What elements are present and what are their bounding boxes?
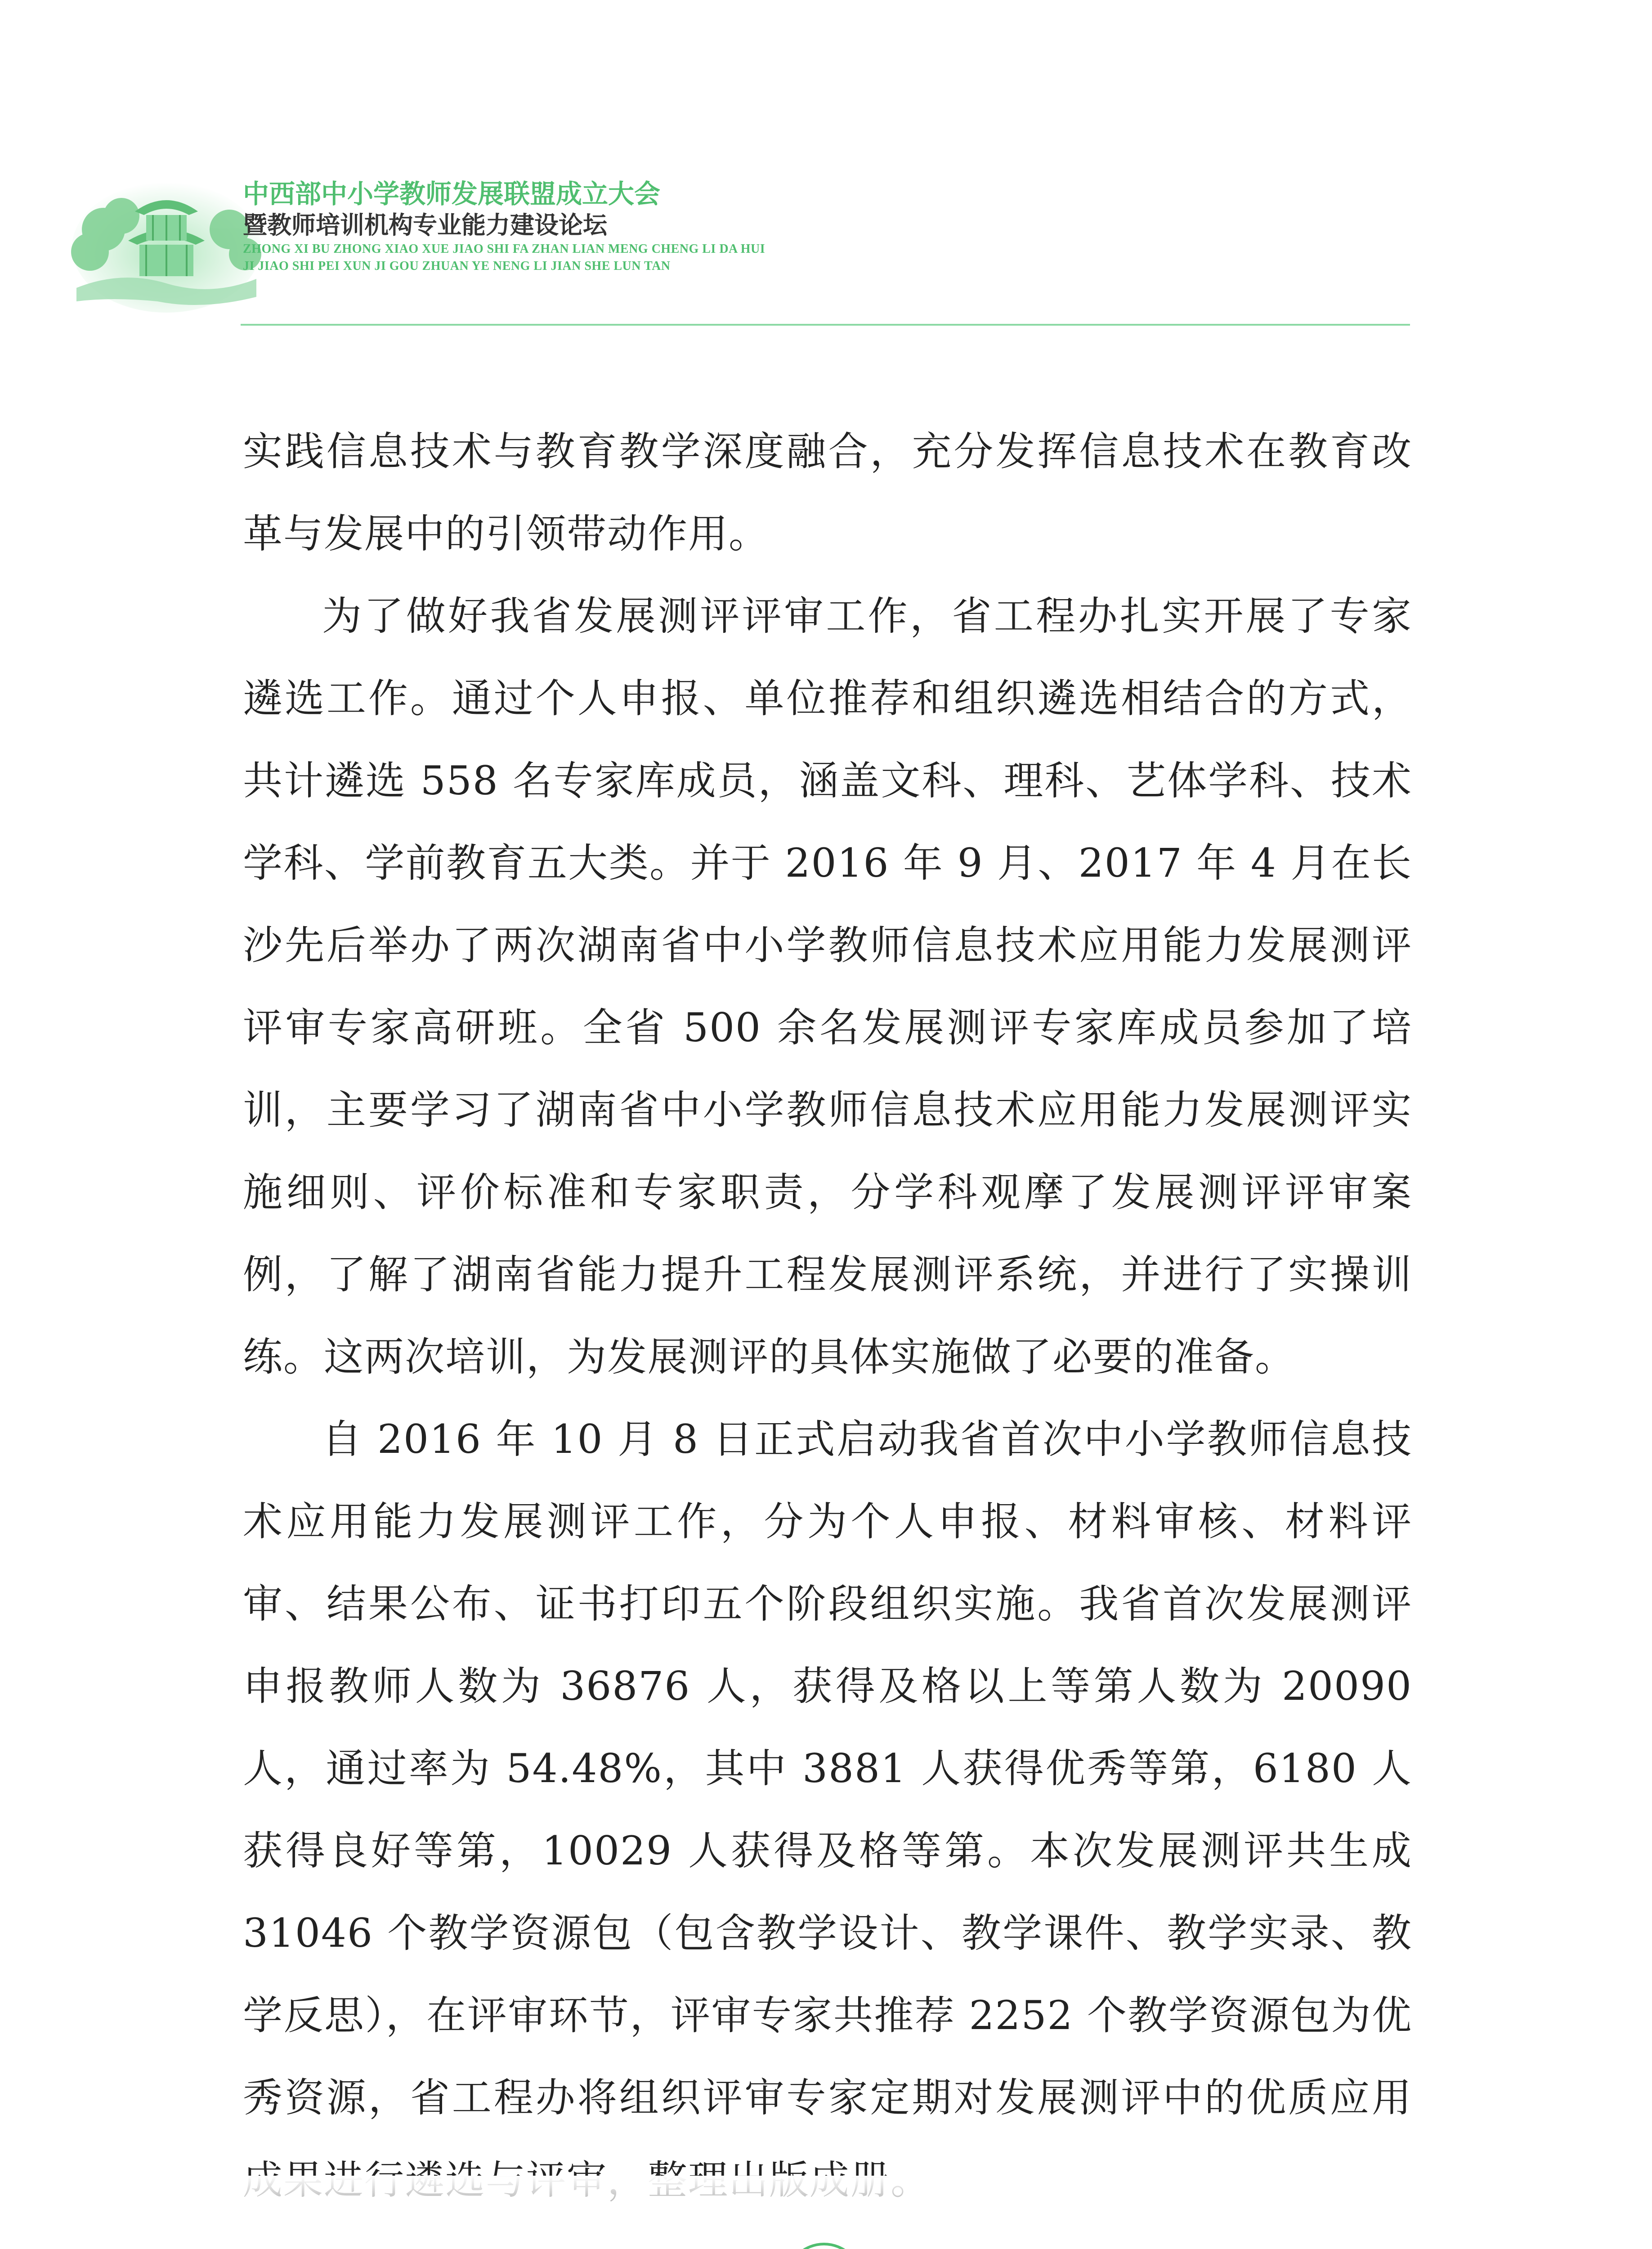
footer-watercolor-decoration	[0, 2176, 1652, 2249]
body-text	[243, 410, 1412, 2221]
header	[243, 178, 1412, 275]
header-divider	[241, 324, 1410, 326]
paragraph: 自 2016 年 10 月 8 日正式启动我省首次中小学教师信息技术应用能力发展测评工作，分为个人申报、材料审核、材料评审、结果公布、证书打印五个阶段组织实施。我省首次发展测评申报教师人数为 36876 人，获得及格以上等第人数为 20090 人，通过率为 54.48%，其中 3881 人获得优秀等第，6180 人获得良好等第，10029 人获得及格等第。本次发展测评共生成 31046 个教学资源包（包含教学设计、教学课件、教学实录、教学反思），在评审环节，评审专家共推荐 2252 个教学资源包为优秀资源，省工程办将组织评审专家定期对发展测评中的优质应用	[243, 1416, 1412, 2121]
paragraph: 实践信息技术与教育教学深度融合，充分发挥信息技术在教育改革与发展中的引领带动作用。	[243, 428, 1412, 557]
pinyin-title-line-2: JI JIAO SHI PEI XUN JI GOU ZHUAN YE NENG LI JIAN SHE LUN TAN	[243, 259, 671, 273]
forum-subtitle: 暨教师培训机构专业能力建设论坛	[243, 211, 607, 239]
pinyin-title-line-1: ZHONG XI BU ZHONG XIAO XUE JIAO SHI FA ZHAN LIAN MENG CHENG LI DA HUI	[243, 242, 766, 256]
conference-title: 中西部中小学教师发展联盟成立大会	[243, 179, 661, 209]
pavilion-emblem-icon	[67, 162, 265, 315]
paragraph: 为了做好我省发展测评评审工作，省工程办扎实开展了专家遴选工作。通过个人申报、单位推荐和组织遴选相结合的方式，共计遴选 558 名专家库成员，涵盖文科、理科、艺体学科、技术学科、学前教育五大类。并于 2016 年 9 月、2017 年 4 月在长沙先后举办了两次湖南省中小学教师信息技术应用能力发展测评评审专家高研班。全省 500 余名发展测评专家库成员参加了培训，主要学习了湖南省中小学教师信息技术应用能力发展测评实施细则、评价标准和专家职责，分学科观摩了发展测评评审案例，了解了湖南省能力提升工程发展测评系统，并进行了实操训练。这两次培训，为发展测评的具体实施做了必要的准备。	[243, 593, 1412, 1380]
